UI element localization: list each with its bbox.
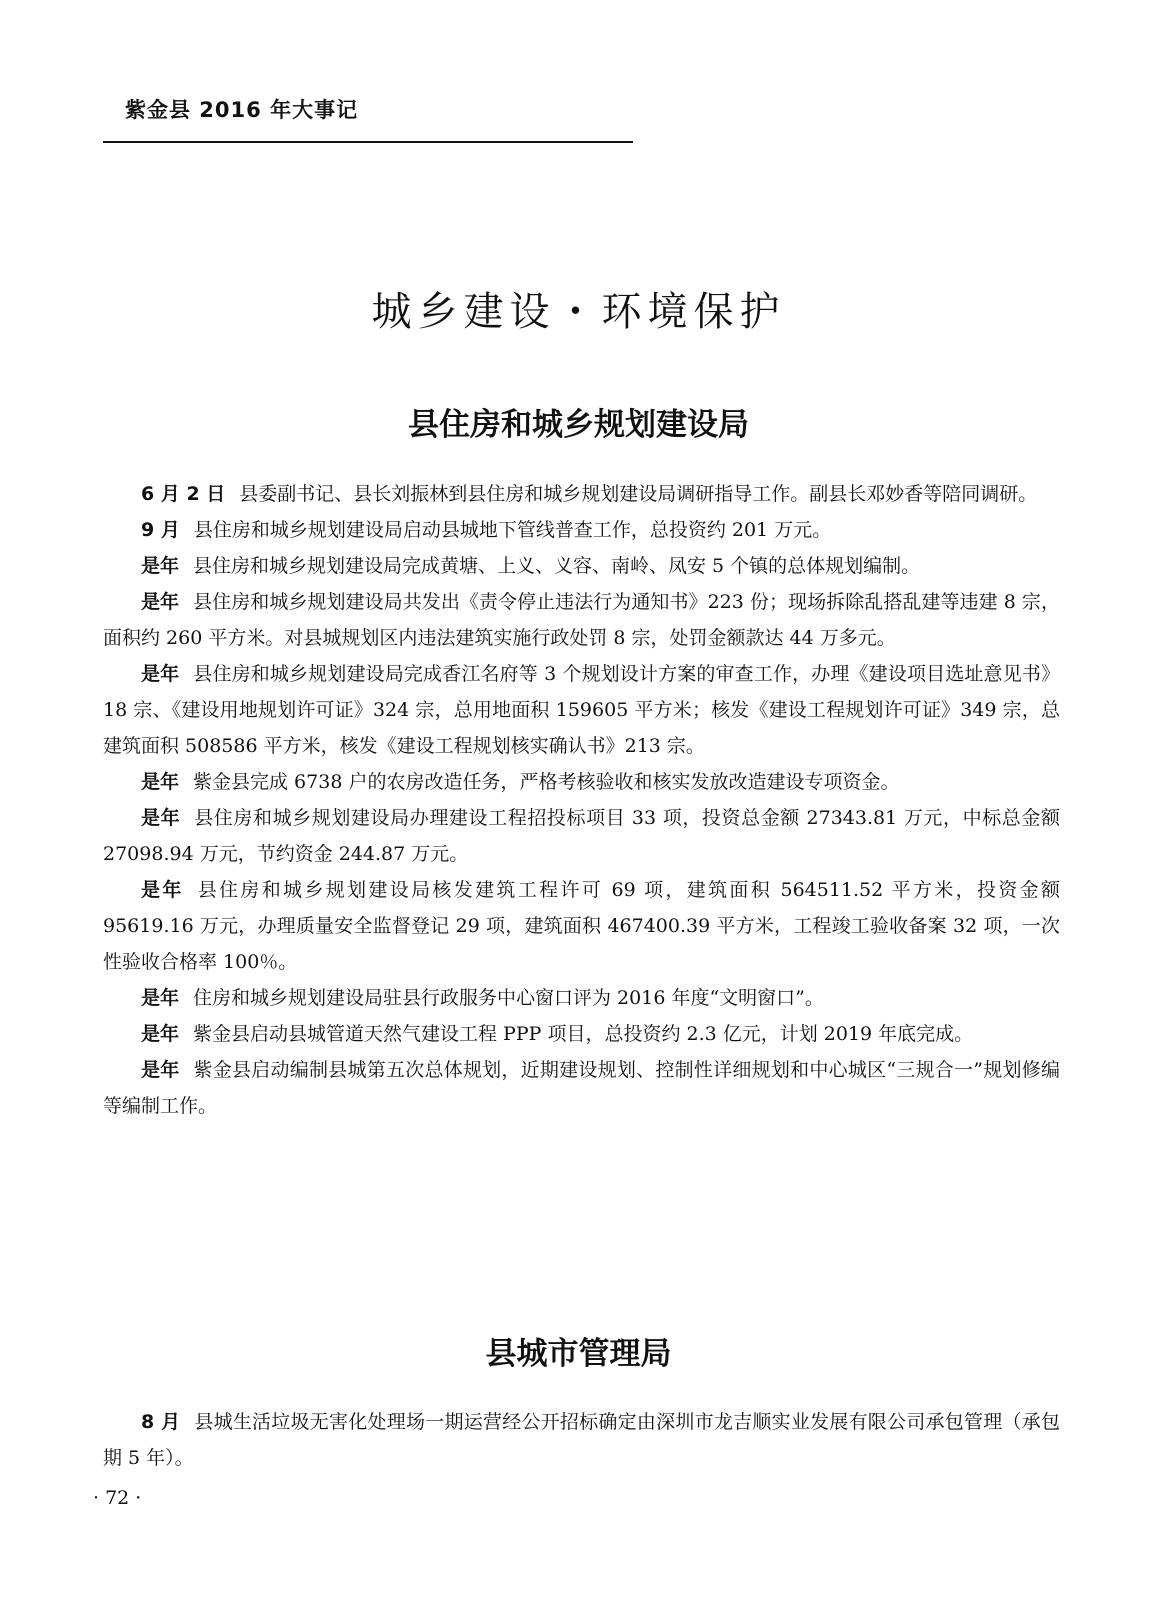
running-header: 紫金县 2016 年大事记: [125, 98, 359, 122]
entry-date: 8 月: [141, 1411, 181, 1433]
chronicle-entry: [103, 584, 1060, 656]
entry-text: 紫金县启动县城管道天然气建设工程 PPP 项目，总投资约 2.3 亿元，计划 2019 年底完成。: [193, 1023, 974, 1045]
entry-text: 县住房和城乡规划建设局完成香江名府等 3 个规划设计方案的审查工作，办理《建设项目选址意见书》18 宗、《建设用地规划许可证》324 宗，总用地面积 159605 平方米；核发《建设工程规划许可证》349 宗，总建筑面积 508586 平方米，核发《建设工程规划核实确认书》213 宗。: [103, 663, 1060, 757]
entry-date: 是年: [141, 555, 180, 577]
subsection-heading-urban-management-bureau: 县城市管理局: [485, 1336, 672, 1372]
entry-text: 县住房和城乡规划建设局共发出《责令停止违法行为通知书》223 份；现场拆除乱搭乱建等违建 8 宗，面积约 260 平方米。对县城规划区内违法建筑实施行政处罚 8 宗，处罚金额款达 44 万多元。: [103, 591, 1060, 649]
entry-date: 是年: [141, 987, 180, 1009]
entry-date: 是年: [141, 1059, 180, 1081]
page-number: · 72 ·: [93, 1487, 142, 1509]
entry-text: 县住房和城乡规划建设局核发建筑工程许可 69 项，建筑面积 564511.52 平方米，投资金额 95619.16 万元，办理质量安全监督登记 29 项，建筑面积 467400.39 平方米，工程竣工验收备案 32 项，一次性验收合格率 100％。: [103, 879, 1060, 973]
chronicle-entry: [103, 1404, 1060, 1476]
entry-text: 县住房和城乡规划建设局完成黄塘、上义、义容、南岭、凤安 5 个镇的总体规划编制。: [193, 555, 921, 577]
chronicle-entry: [103, 476, 1060, 512]
chronicle-entry: [103, 1016, 1060, 1052]
entry-text: 县委副书记、县长刘振林到县住房和城乡规划建设局调研指导工作。副县长邓妙香等陪同调研。: [239, 483, 1038, 505]
chronicle-entry: [103, 764, 1060, 800]
header-rule: [103, 141, 633, 143]
subsection-heading-housing-bureau: 县住房和城乡规划建设局: [408, 407, 749, 443]
chronicle-entry: [103, 800, 1060, 872]
section-title: 城乡建设・环境保护: [371, 289, 786, 335]
entry-date: 6 月 2 日: [141, 483, 226, 505]
entry-text: 紫金县完成 6738 户的农房改造任务，严格考核验收和核实发放改造建设专项资金。: [193, 771, 900, 793]
entry-date: 是年: [141, 807, 181, 829]
entry-text: 县住房和城乡规划建设局启动县城地下管线普查工作，总投资约 201 万元。: [193, 519, 832, 541]
chronicle-entry: [103, 512, 1060, 548]
entry-text: 县住房和城乡规划建设局办理建设工程招投标项目 33 项，投资总金额 27343.81 万元，中标总金额 27098.94 万元，节约资金 244.87 万元。: [103, 807, 1060, 865]
entry-date: 9 月: [141, 519, 180, 541]
urban-management-entries: [103, 1404, 1060, 1476]
entry-date: 是年: [141, 771, 180, 793]
entry-date: 是年: [141, 1023, 180, 1045]
chronicle-entry: [103, 1052, 1060, 1124]
entry-text: 县城生活垃圾无害化处理场一期运营经公开招标确定由深圳市龙吉顺实业发展有限公司承包管理（承包期 5 年）。: [103, 1411, 1060, 1469]
entry-date: 是年: [141, 663, 180, 685]
entry-date: 是年: [141, 591, 180, 613]
entry-text: 紫金县启动编制县城第五次总体规划，近期建设规划、控制性详细规划和中心城区“三规合一”规划修编等编制工作。: [103, 1059, 1060, 1117]
chronicle-entry: [103, 548, 1060, 584]
chronicle-entry: [103, 980, 1060, 1016]
entry-text: 住房和城乡规划建设局驻县行政服务中心窗口评为 2016 年度“文明窗口”。: [193, 987, 824, 1009]
housing-bureau-entries: [103, 476, 1060, 1124]
chronicle-entry: [103, 656, 1060, 764]
chronicle-entry: [103, 872, 1060, 980]
entry-date: 是年: [141, 879, 184, 901]
